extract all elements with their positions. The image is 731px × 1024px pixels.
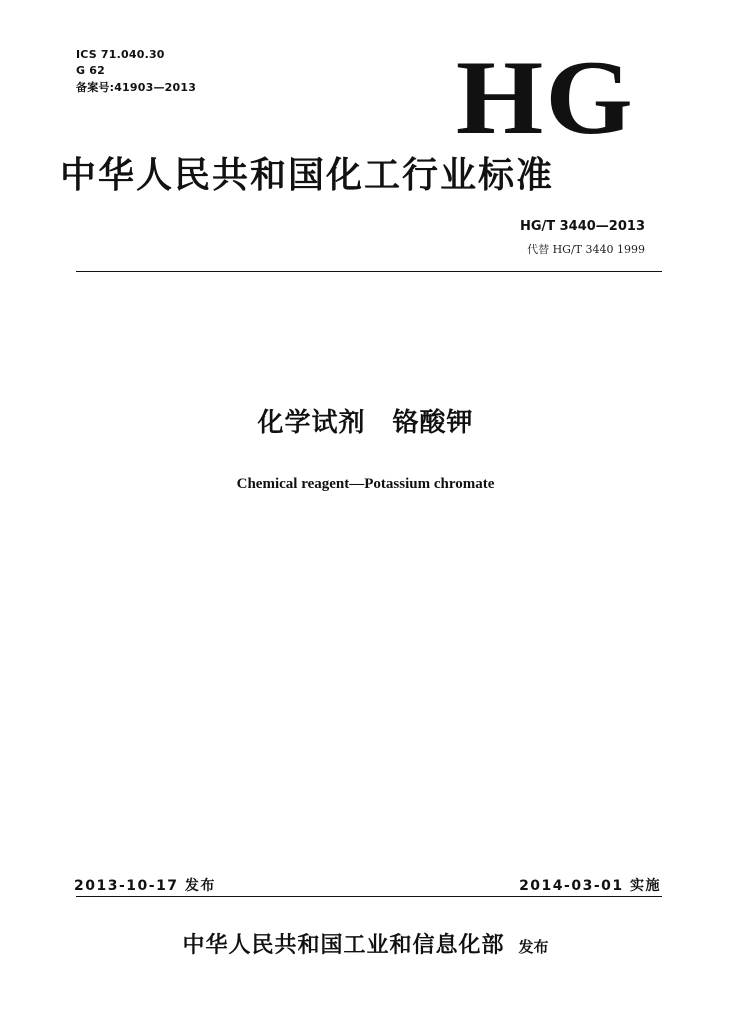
replaces-standard: 代替 HG/T 3440 1999 — [527, 243, 645, 256]
publisher-action: 发布 — [518, 938, 549, 956]
record-number: 备案号:41903—2013 — [76, 81, 197, 94]
bottom-divider — [76, 896, 662, 897]
classification-code: G 62 — [76, 64, 105, 77]
standard-code: HG/T 3440—2013 — [519, 219, 645, 234]
ics-code: ICS 71.040.30 — [76, 48, 165, 61]
publisher-line — [0, 930, 731, 962]
top-divider — [76, 271, 662, 272]
standard-type-title: 中华人民共和国化工行业标准 — [60, 154, 555, 196]
implementation-date: 2014-03-01 实施 — [519, 878, 661, 894]
document-title-chinese: 化学试剂 铬酸钾 — [257, 408, 474, 438]
publisher-name: 中华人民共和国工业和信息化部 — [182, 932, 505, 958]
hg-logo: HG — [455, 39, 635, 156]
issue-date: 2013-10-17 发布 — [74, 878, 216, 894]
document-title-english: Chemical reagent—Potassium chromate — [236, 476, 495, 492]
